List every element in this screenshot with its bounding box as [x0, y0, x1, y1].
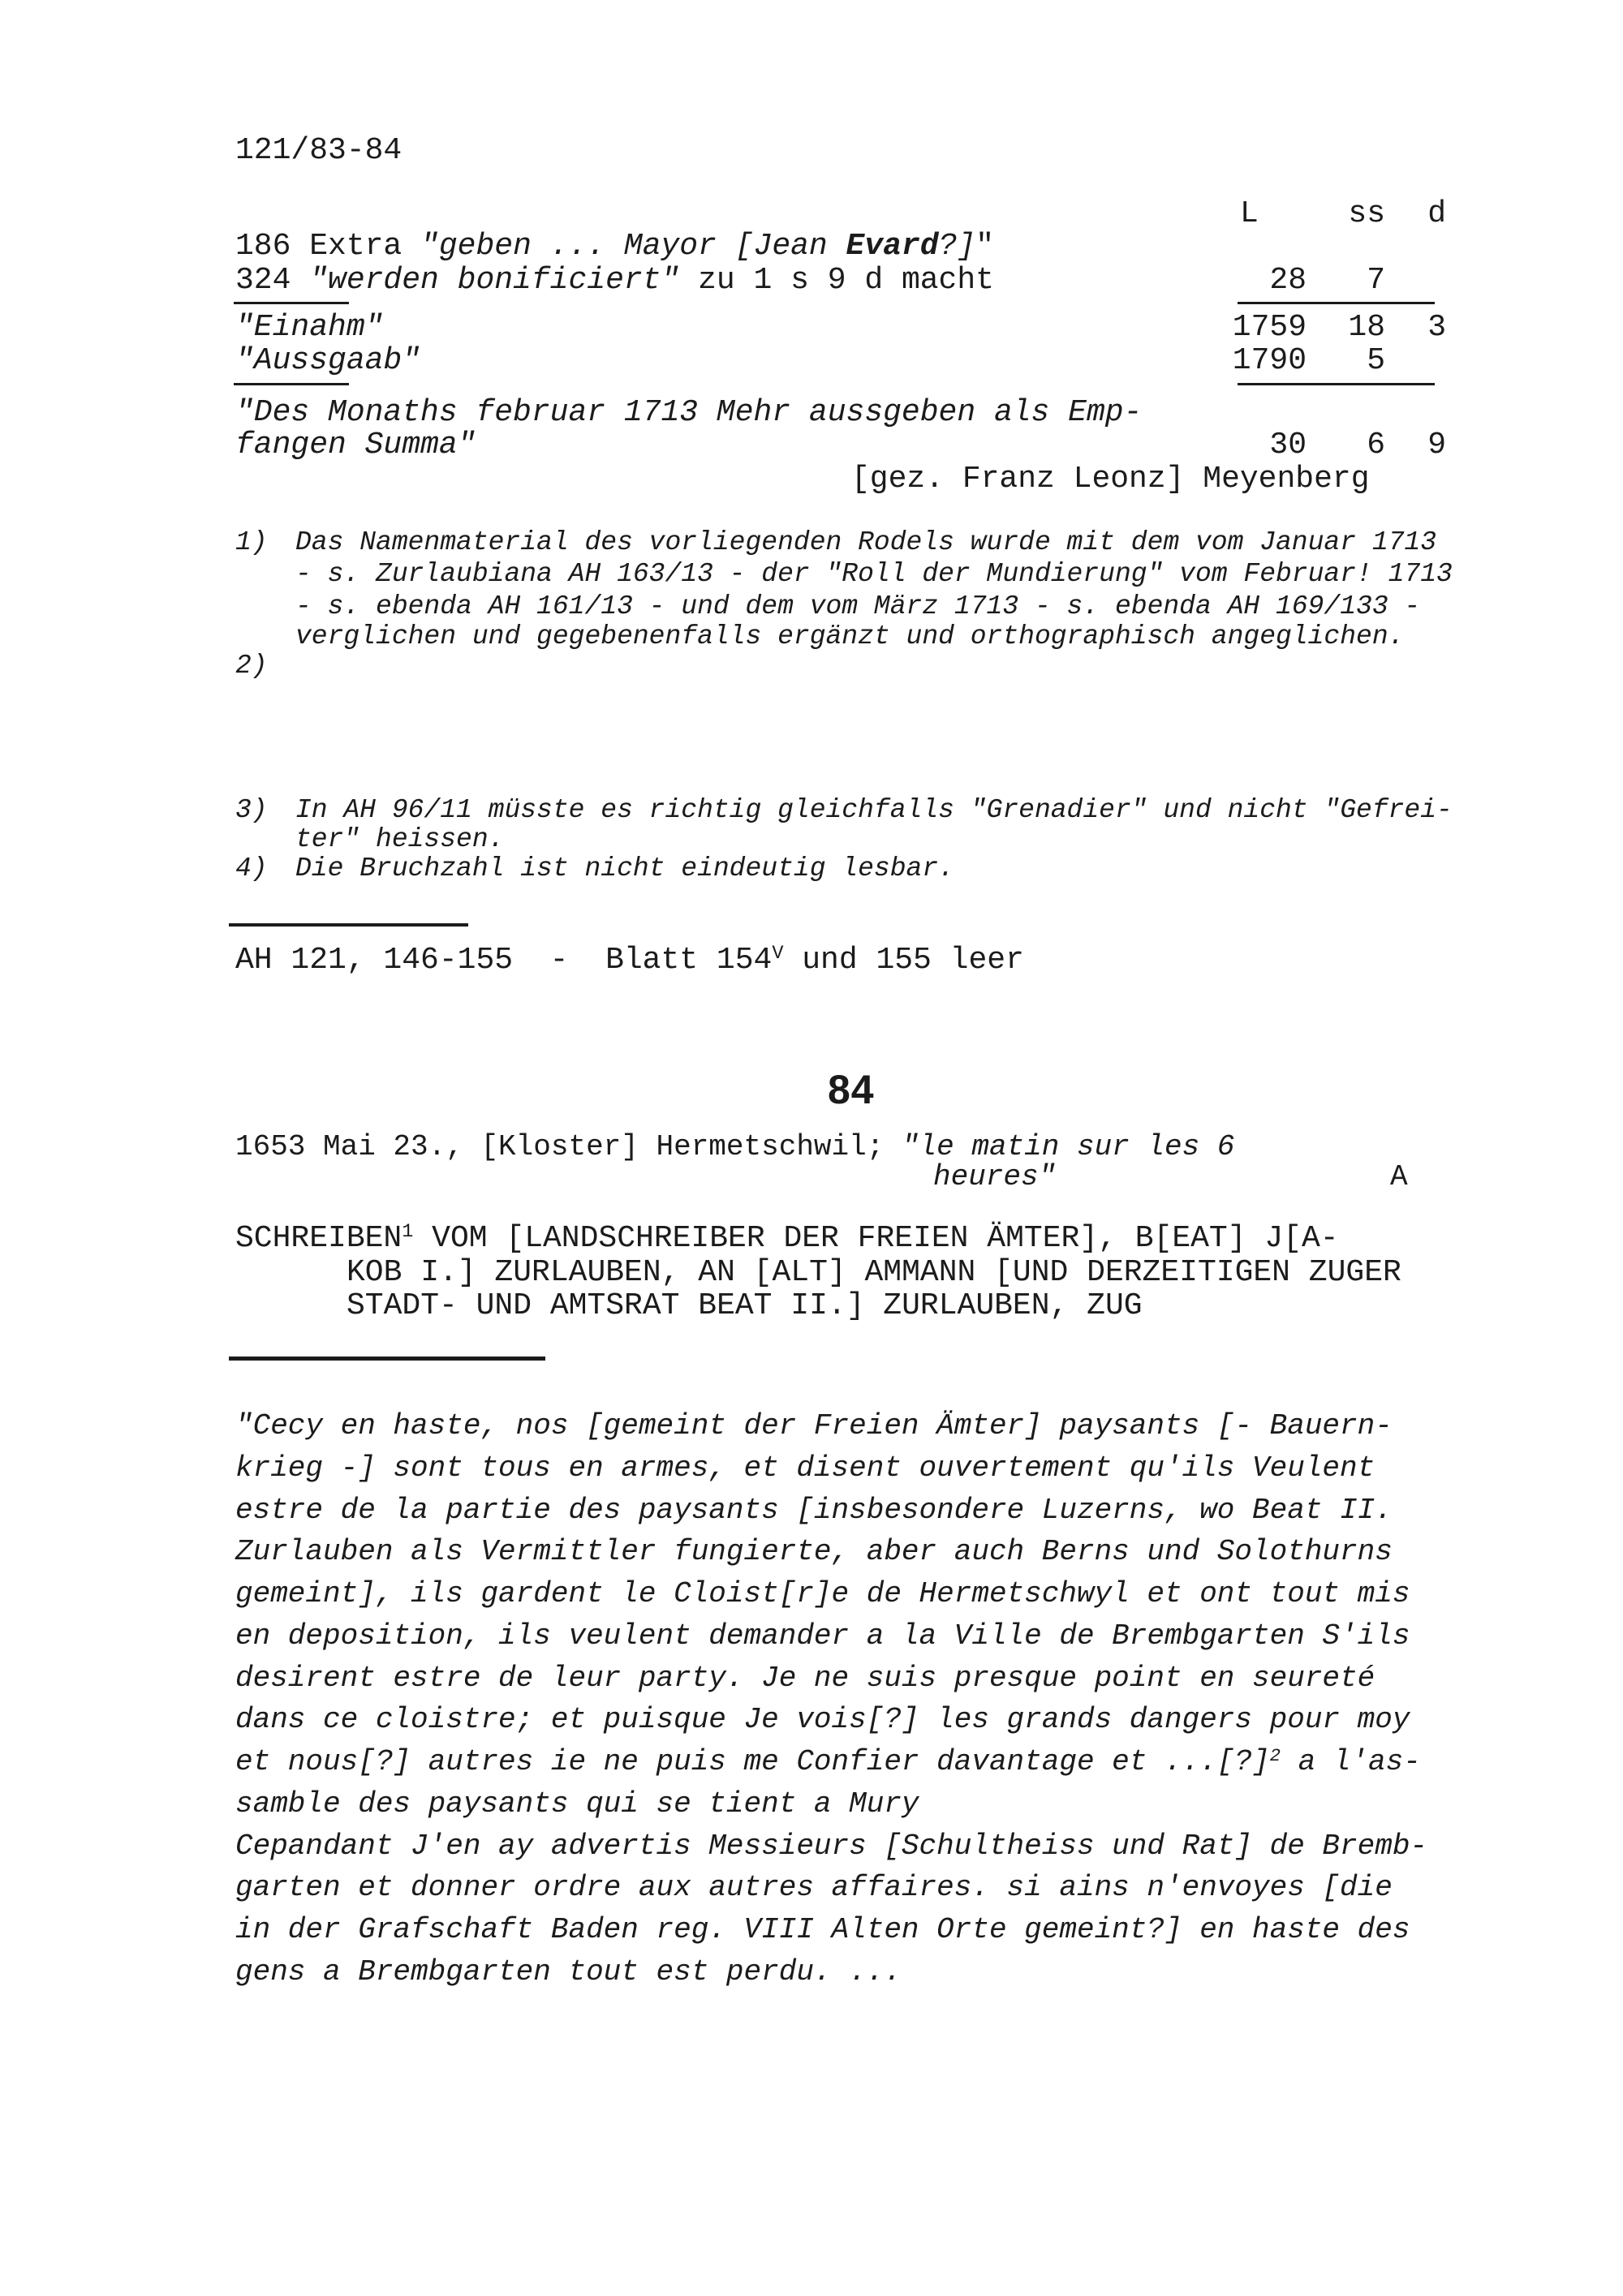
amount-ss: 5	[1367, 343, 1385, 378]
footnote-label: 4)	[235, 853, 268, 884]
signature-line: [gez. Franz Leonz] Meyenberg	[851, 462, 1370, 497]
body-line: Cepandant J'en ay advertis Messieurs [Schultheiss und Rat] de Bremb-	[235, 1829, 1428, 1863]
amount-d: 3	[1427, 310, 1446, 345]
column-header-d: d	[1427, 196, 1446, 231]
body-line: gemeint], ils gardent le Cloist[r]e de Hermetschwyl et ont tout mis	[235, 1577, 1410, 1610]
body-line: et nous[?] autres ie ne puis me Confier davantage et ...[?]$^2$ a l'as-	[235, 1744, 1421, 1778]
body-line: krieg -] sont tous en armes, et disent ouvertement qu'ils Veulent	[235, 1451, 1375, 1485]
account-row: "Des Monaths februar 1713 Mehr aussgeben als Emp-	[235, 395, 1143, 430]
amount-ss: 18	[1348, 310, 1385, 345]
account-row: 324 "werden bonificiert" zu 1 s 9 d macht	[235, 263, 994, 298]
source-reference: AH 121, 146-155 - Blatt $154^V$ und 155 leer	[235, 943, 1024, 978]
horizontal-rule	[234, 383, 349, 385]
horizontal-rule	[1238, 302, 1435, 304]
body-line: en deposition, ils veulent demander a la Ville de Brembgarten S'ils	[235, 1619, 1410, 1653]
amount-ss: 7	[1367, 263, 1385, 298]
amount-l: 30	[1269, 428, 1307, 462]
amount-d: 9	[1427, 428, 1446, 462]
siglum: A	[1390, 1160, 1408, 1193]
amount-l: 1790	[1232, 343, 1307, 378]
footnote-line: In AH 96/11 müsste es richtig gleichfalls "Grenadier" und nicht "Gefrei-	[295, 795, 1453, 825]
body-line: dans ce cloistre; et puisque Je vois[?] les grands dangers pour moy	[235, 1703, 1410, 1736]
column-header-l: L	[1240, 196, 1259, 231]
document-number: 84	[828, 1067, 875, 1112]
body-line: estre de la partie des paysants [insbesondere Luzerns, wo Beat II.	[235, 1494, 1393, 1527]
page-number: 121/83-84	[235, 133, 403, 168]
amount-l: 28	[1269, 263, 1307, 298]
dateline-continued: heures"	[933, 1160, 1057, 1193]
document-title-line: SCHREIBEN$^1$ VOM [LANDSCHREIBER DER FREIEN ÄMTER], B[EAT] J[A-	[235, 1221, 1339, 1256]
footnote-label: 1)	[235, 527, 268, 557]
body-line: garten et donner ordre aux autres affaires. si ains n'envoyes [die	[235, 1871, 1393, 1904]
footnote-line: - s. ebenda AH 161/13 - und dem vom März 1713 - s. ebenda AH 169/133 -	[295, 591, 1421, 621]
account-row: fangen Summa"	[235, 428, 476, 462]
body-line: desirent estre de leur party. Je ne suis presque point en seureté	[235, 1662, 1375, 1695]
amount-l: 1759	[1232, 310, 1307, 345]
dateline: 1653 Mai 23., [Kloster] Hermetschwil; "le matin sur les 6	[235, 1130, 1235, 1163]
account-row: "Aussgaab"	[235, 343, 421, 378]
body-line: Zurlauben als Vermittler fungierte, aber auch Berns und Solothurns	[235, 1535, 1393, 1568]
account-row: 186 Extra "geben ... Mayor [Jean Evard?]"	[235, 229, 994, 264]
document-title-line: KOB I.] ZURLAUBEN, AN [ALT] AMMANN [UND DERZEITIGEN ZUGER	[347, 1255, 1401, 1290]
footnote-line: - s. Zurlaubiana AH 163/13 - der "Roll der Mundierung" vom Februar! 1713	[295, 559, 1453, 589]
body-line: in der Grafschaft Baden reg. VIII Alten Orte gemeint?] en haste des	[235, 1913, 1410, 1946]
body-line: "Cecy en haste, nos [gemeint der Freien Ämter] paysants [- Bauern-	[235, 1409, 1393, 1443]
horizontal-rule	[229, 1357, 545, 1361]
document-title-line: STADT- UND AMTSRAT BEAT II.] ZURLAUBEN, ZUG	[347, 1288, 1143, 1323]
footnote-line: Das Namenmaterial des vorliegenden Rodels wurde mit dem vom Januar 1713	[295, 527, 1437, 557]
column-header-ss: ss	[1348, 196, 1385, 231]
horizontal-rule	[229, 923, 468, 927]
footnote-line: verglichen und gegebenenfalls ergänzt und orthographisch angeglichen.	[295, 621, 1405, 651]
amount-ss: 6	[1367, 428, 1385, 462]
account-row: "Einahm"	[235, 310, 384, 345]
horizontal-rule	[234, 302, 349, 304]
footnote-line: ter" heissen.	[295, 824, 505, 854]
body-line: gens a Brembgarten tout est perdu. ...	[235, 1955, 902, 1989]
body-line: samble des paysants qui se tient a Mury	[235, 1787, 919, 1821]
horizontal-rule	[1238, 383, 1435, 385]
footnote-line: Die Bruchzahl ist nicht eindeutig lesbar.	[295, 853, 954, 884]
footnote-label: 3)	[235, 795, 268, 825]
footnote-label: 2)	[235, 651, 268, 681]
